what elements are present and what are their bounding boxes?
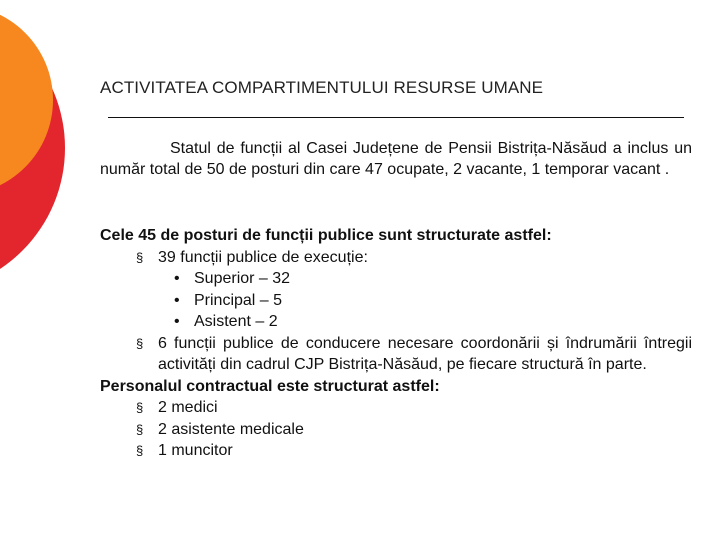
list-item-principal: • Principal – 5	[100, 290, 692, 312]
square-bullet-icon: §	[136, 443, 144, 458]
square-bullet-icon: §	[136, 249, 144, 265]
list-item-asistent: • Asistent – 2	[100, 311, 692, 333]
square-bullet-icon: §	[136, 400, 144, 415]
list-item-superior: • Superior – 32	[100, 268, 692, 290]
structure-list	[100, 225, 692, 462]
title-divider	[108, 117, 684, 118]
contract-heading: Personalul contractual este structurat astfel:	[100, 377, 440, 395]
execution-text: 39 funcții publice de execuție:	[158, 248, 368, 266]
list-item-asistente: § 2 asistente medicale	[100, 419, 692, 441]
list-item-management	[100, 333, 692, 376]
dot-bullet-icon: •	[174, 291, 180, 309]
dot-bullet-icon: •	[174, 270, 180, 287]
intro-paragraph	[100, 138, 692, 180]
decorative-circles	[0, 0, 80, 300]
list-item-execution	[100, 247, 692, 269]
management-text: 6 funcții publice de conducere necesare coordonării și îndrumării întregii activități din cadrul CJP Bistrița-Năsăud, pe fiecare structură în parte.	[158, 334, 692, 373]
square-bullet-icon: §	[136, 421, 144, 437]
list-item-medici: § 2 medici	[100, 397, 692, 419]
square-bullet-icon: §	[136, 335, 144, 351]
intro-text: Statul de funcții al Casei Județene de Pensii Bistrița-Năsăud a inclus un număr total de 50 de posturi din care 47 ocupate, 2 vacante, 1 temporar vacant .	[100, 140, 692, 178]
public-heading: Cele 45 de posturi de funcții publice sunt structurate astfel:	[100, 227, 552, 244]
list-item-muncitor: § 1 muncitor	[100, 440, 692, 462]
slide-title: ACTIVITATEA COMPARTIMENTULUI RESURSE UMANE	[100, 78, 544, 97]
dot-bullet-icon: •	[174, 313, 180, 330]
